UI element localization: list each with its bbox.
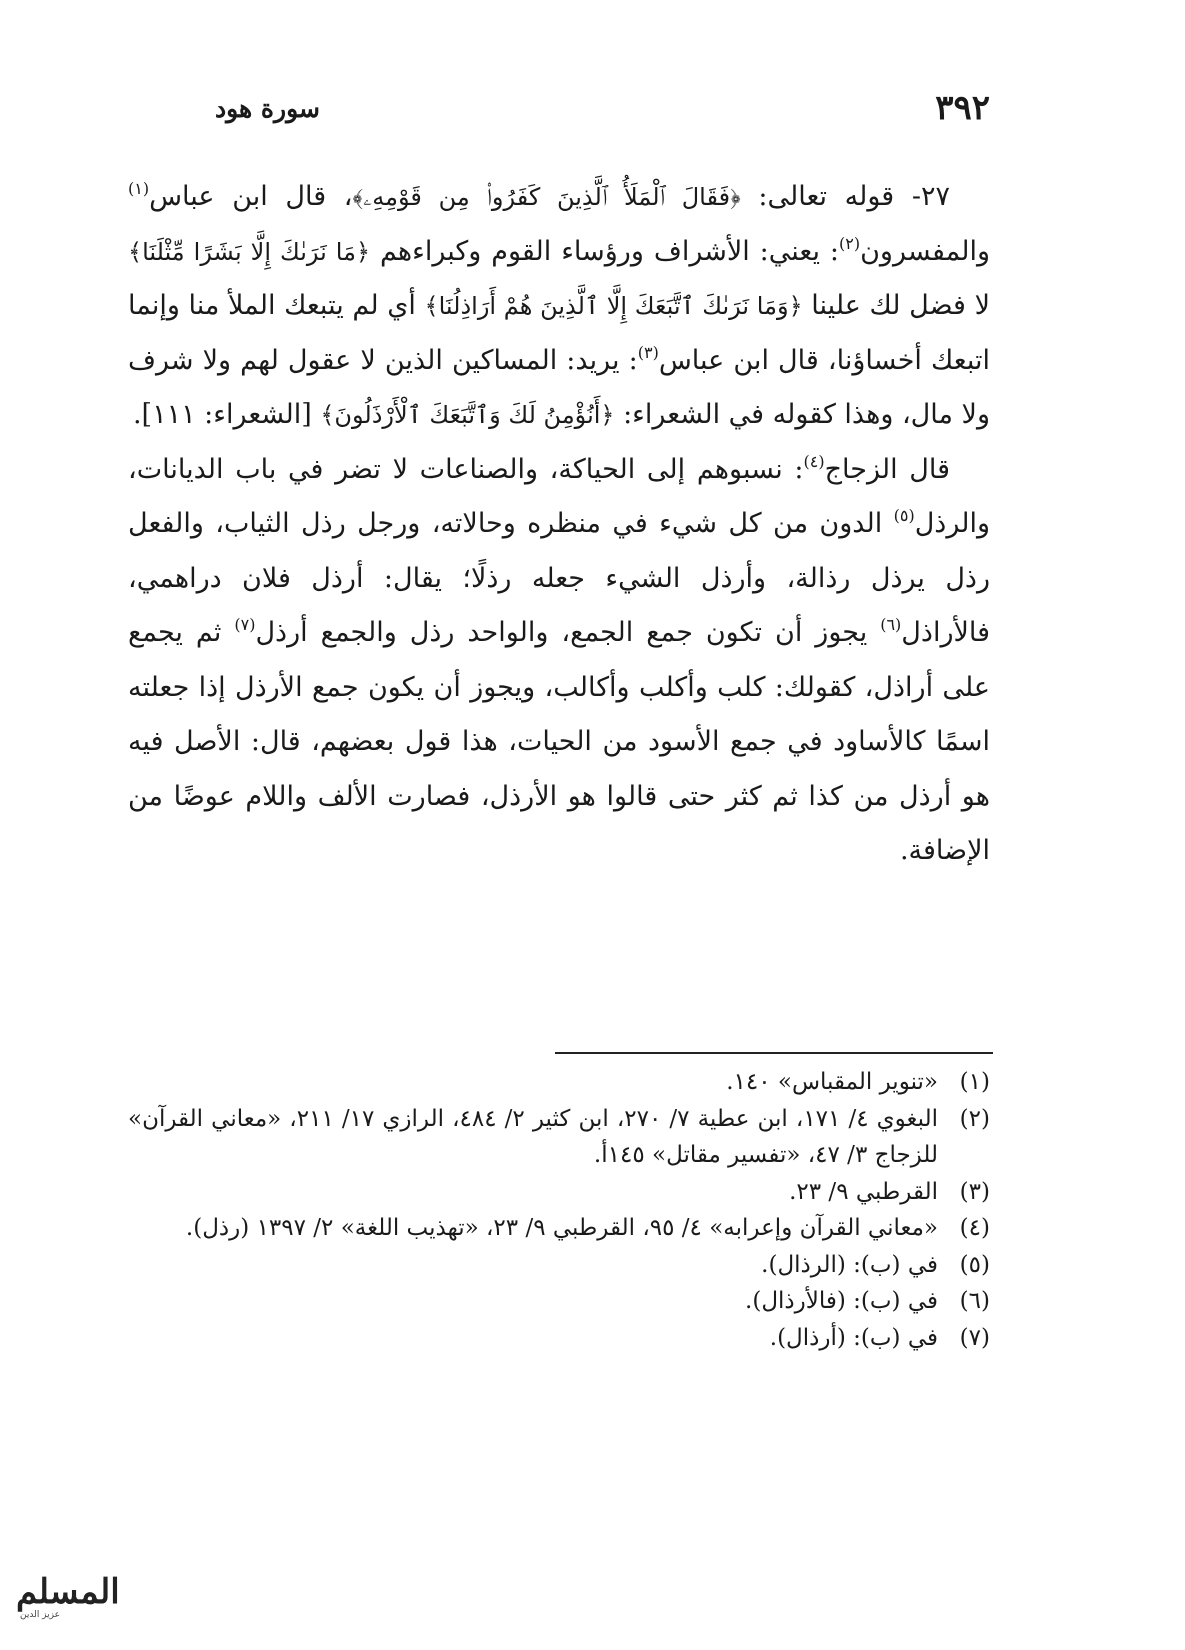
text-run: ثم يجمع على أراذل، كقولك: كلب وأكلب وأكالب، ويجوز أن يكون جمع الأرذل إذا جعلته اسمًا كالأساود في جمع الأسود من الحيات، هذا قول بعضهم، قال: الأصل فيه هو أرذل من كذا ثم كثر حتى قالوا هو الأرذل، فصارت الألف واللام عوضًا من الإضافة.: [128, 617, 990, 866]
surah-name: سورة هود: [215, 94, 320, 123]
footnotes: [128, 1064, 990, 1356]
text-run: الدون من كل شيء في منظره وحالاته، ورجل رذل الثياب، والفعل رذل يرذل رذالة، وأرذل الشيء جعله رذلًا؛ يقال: أرذل فلان دراهمي، فالأراذل: [128, 508, 991, 648]
footnote-text: في (ب): (الرذال).: [761, 1251, 938, 1278]
footnote-text: «تنوير المقباس» ١٤٠.: [726, 1069, 938, 1095]
text-run: لا فضل لك علينا: [802, 290, 990, 321]
text-run: : يريد: المساكين الذين لا عقول لهم ولا شرف ولا مال، وهذا كقوله في الشعراء:: [128, 344, 990, 430]
footnote-number: (٦): [959, 1288, 990, 1314]
logo-subtext: عزيز الدين: [20, 1610, 60, 1620]
logo-text: المسلم: [16, 1572, 120, 1612]
footnote-number: (١): [959, 1069, 990, 1095]
paragraph-1: [128, 170, 990, 443]
footnote-item: [128, 1064, 990, 1101]
text-run: : نسبوهم إلى الحياكة، والصناعات لا تضر في باب الديانات، والرذل: [128, 453, 990, 539]
footnote-text: القرطبي ٩/ ٢٣.: [789, 1178, 938, 1205]
footnote-text: «معاني القرآن وإعرابه» ٤/ ٩٥، القرطبي ٩/ ٢٣، «تهذيب اللغة» ٢/ ١٣٩٧ (رذل).: [185, 1215, 938, 1241]
footnote-number: (٥): [959, 1251, 990, 1278]
footnote-ref[interactable]: (٢): [839, 233, 861, 253]
footnote-text: في (ب): (فالأرذال).: [745, 1288, 938, 1314]
page-header: [215, 88, 990, 148]
footnote-ref[interactable]: (٥): [893, 506, 915, 525]
paragraph-2: [128, 443, 990, 879]
footnote-ref[interactable]: (١): [128, 179, 150, 198]
footnote-divider: [555, 1052, 993, 1054]
text-run: ، قال ابن عباس: [149, 181, 353, 212]
footnote-item: [128, 1320, 990, 1357]
footnote-item: [128, 1247, 990, 1284]
footnote-text: في (ب): (أرذال).: [769, 1324, 938, 1351]
quran-verse: ﴿وَمَا نَرَىٰكَ ٱتَّبَعَكَ إِلَّا ٱلَّذِينَ هُمْ أَرَاذِلُنَا﴾: [424, 292, 803, 320]
footnote-item: [128, 1174, 990, 1211]
footnote-item: [128, 1101, 990, 1174]
footnote-item: [128, 1283, 990, 1320]
text-run: قال الزجاج: [824, 453, 951, 485]
footnote-number: (٣): [959, 1178, 990, 1205]
footnote-ref[interactable]: (٧): [234, 615, 256, 634]
footnote-ref[interactable]: (٣): [637, 342, 659, 362]
page-number: ٣٩٢: [935, 88, 990, 128]
text-run: ٢٧- قوله تعالى:: [740, 181, 950, 212]
text-run: [الشعراء: ١١١].: [132, 399, 321, 430]
footnote-number: (٢): [959, 1105, 990, 1132]
footnote-item: [128, 1210, 990, 1247]
text-run: والمفسرون: [860, 235, 990, 267]
quran-verse: ﴿أَنُؤْمِنُ لَكَ وَٱتَّبَعَكَ ٱلْأَرْذَلُونَ﴾: [320, 401, 615, 429]
text-run: : يعني: الأشراف ورؤساء القوم وكبراءهم: [370, 235, 839, 267]
text-run: يجوز أن تكون جمع الجمع، والواحد رذل والجمع أرذل: [255, 617, 881, 648]
text-run: أي لم يتبعك الملأ منا وإنما اتبعك أخساؤنا، قال ابن عباس: [128, 290, 990, 376]
footnote-number: (٤): [959, 1215, 990, 1241]
footnote-number: (٧): [959, 1324, 990, 1351]
main-text: [128, 170, 990, 879]
footnote-text: البغوي ٤/ ١٧١، ابن عطية ٧/ ٢٧٠، ابن كثير ٢/ ٤٨٤، الرازي ١٧/ ٢١١، «معاني القرآن» للزجاج ٣/ ٤٧، «تفسير مقاتل» ١٤٥أ.: [128, 1105, 938, 1168]
quran-verse: ﴿مَا نَرَىٰكَ إِلَّا بَشَرًا مِّثْلَنَا﴾: [128, 237, 371, 266]
footnote-ref[interactable]: (٦): [880, 615, 902, 634]
publisher-logo: [10, 1566, 140, 1628]
footnote-ref[interactable]: (٤): [803, 451, 825, 471]
quran-verse: ﴿فَقَالَ ٱلْمَلَأُ ٱلَّذِينَ كَفَرُوا۟ مِن قَوْمِهِۦ﴾: [352, 183, 741, 211]
